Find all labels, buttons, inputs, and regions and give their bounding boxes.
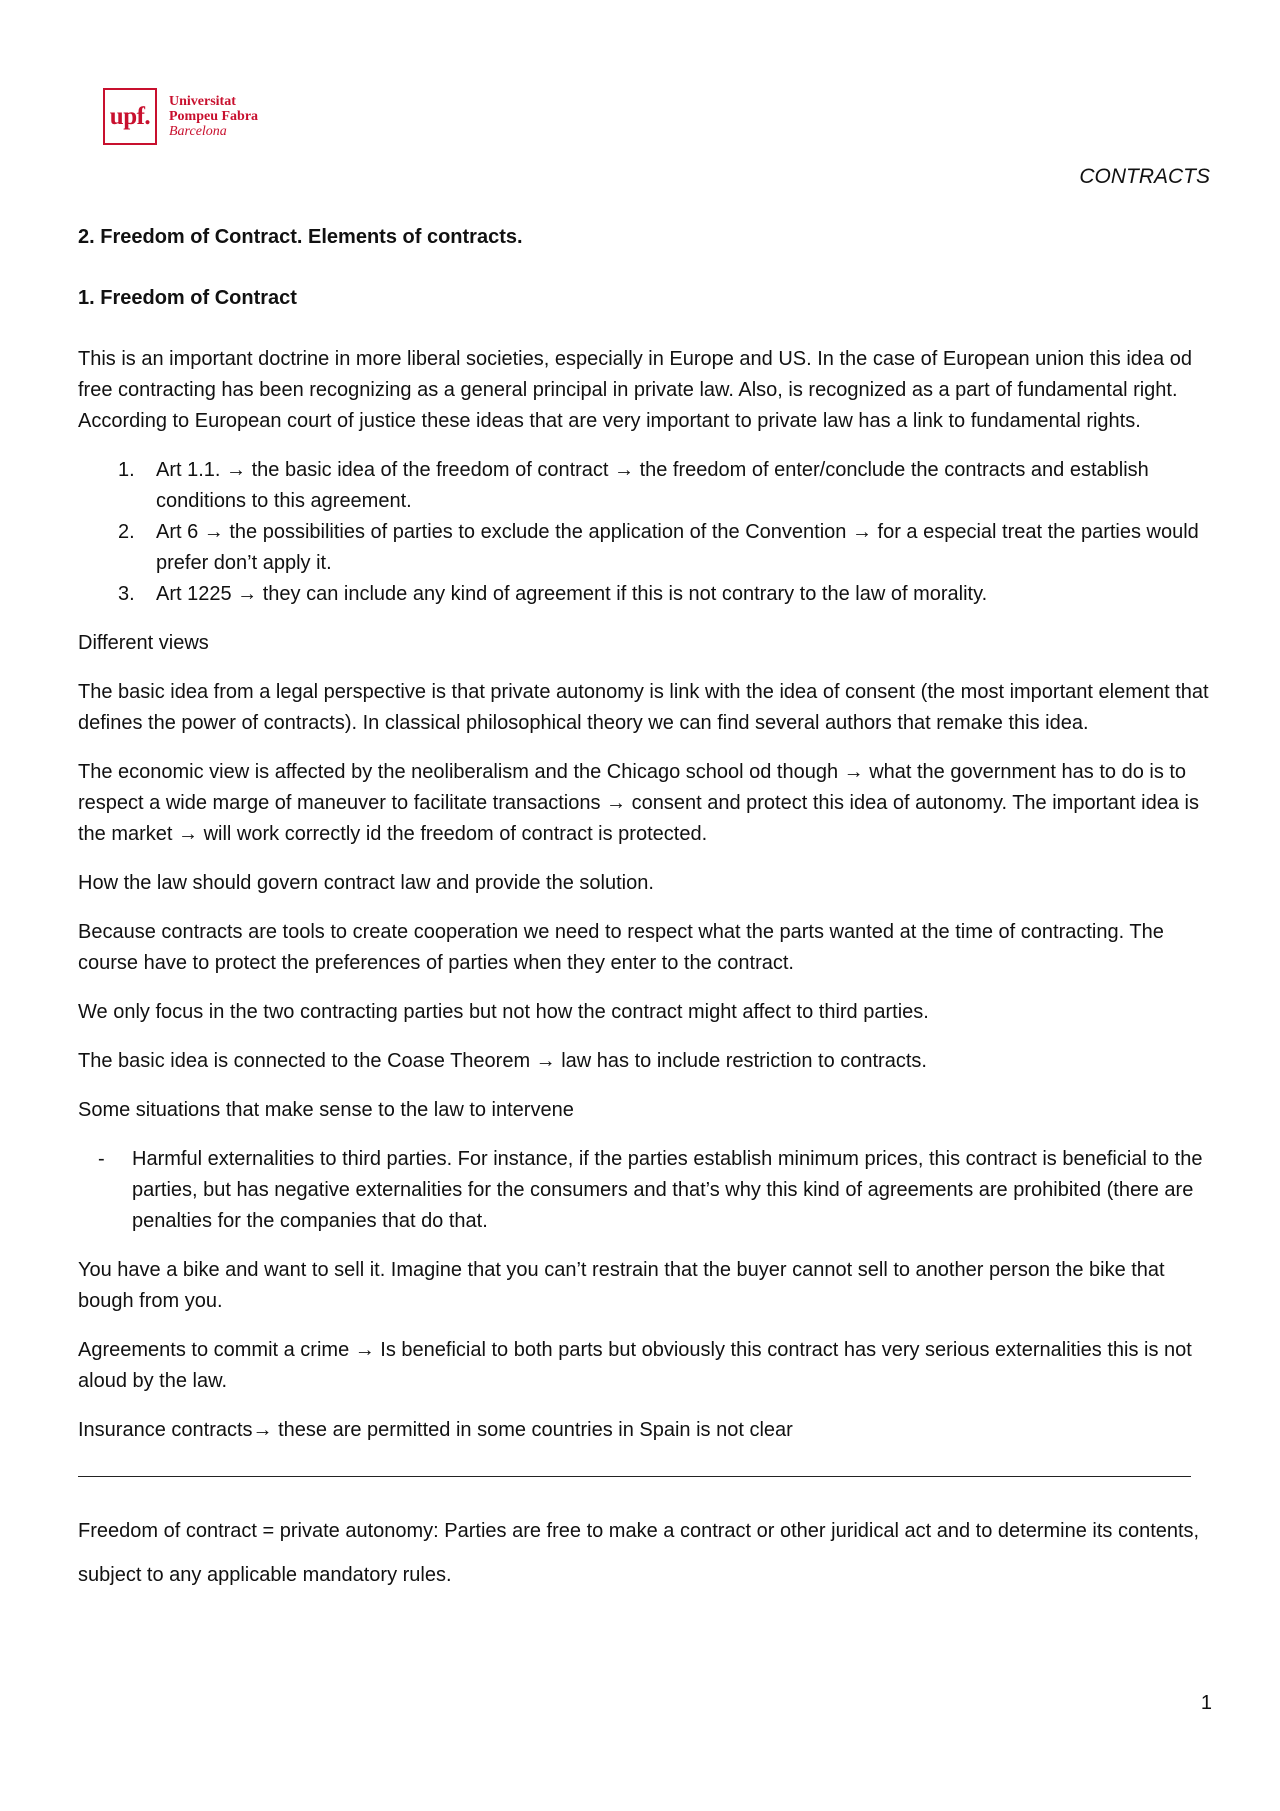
logo-mark-text: upf. <box>109 102 151 130</box>
page-number: 1 <box>1200 1692 1212 1714</box>
articles-list <box>78 455 1213 610</box>
university-logo <box>103 88 258 145</box>
list-item <box>78 517 1213 579</box>
document-title: 2. Freedom of Contract. Elements of contracts. <box>78 226 523 248</box>
list-item <box>78 1144 1213 1237</box>
paragraph: You have a bike and want to sell it. Imagine that you can’t restrain that the buyer cannot sell to another person the bike that bough from you. <box>78 1259 1165 1312</box>
paragraph: Agreements to commit a crime → Is beneficial to both parts but obviously this contract has very serious externalities this is not aloud by the law. <box>78 1339 1192 1392</box>
paragraph: The basic idea from a legal perspective is that private autonomy is link with the idea of consent (the most important element that defines the power of contracts). In classical philosophical theory we can find several authors that remake this idea. <box>78 681 1209 734</box>
paragraph: Insurance contracts→ these are permitted in some countries in Spain is not clear <box>78 1419 793 1441</box>
bullet-text: Harmful externalities to third parties. For instance, if the parties establish minimum prices, this contract is beneficial to the parties, but has negative externalities for the consumers and that’s why this kind of agreements are prohibited (there are penalties for the companies that do that. <box>132 1148 1203 1232</box>
bullet-mark: - <box>98 1148 105 1170</box>
intro-paragraph: This is an important doctrine in more liberal societies, especially in Europe and US. In the case of European union this idea od free contracting has been recognizing as a general principal in private law. Also, is recognized as a part of fundamental right. According to European court of justice these ideas that are very important to private law has a link to fundamental rights. <box>78 348 1192 432</box>
course-header: CONTRACTS <box>1079 165 1210 188</box>
list-text: Art 6 → the possibilities of parties to exclude the application of the Convention → for a especial treat the parties would prefer don’t apply it. <box>156 521 1199 574</box>
paragraph: How the law should govern contract law and provide the solution. <box>78 872 654 894</box>
list-number: 3. <box>118 583 135 605</box>
horizontal-divider <box>78 1476 1191 1477</box>
bullet-list <box>78 1144 1213 1237</box>
logo-line-1: Universitat <box>169 94 236 109</box>
paragraph: Some situations that make sense to the law to intervene <box>78 1099 574 1121</box>
list-item <box>78 579 1213 610</box>
different-views-label: Different views <box>78 632 209 654</box>
list-number: 2. <box>118 521 135 543</box>
paragraph: The economic view is affected by the neoliberalism and the Chicago school od though → what the government has to do is to respect a wide marge of maneuver to facilitate transactions → consent and protect this idea of autonomy. The important idea is the market → will work correctly id the freedom of contract is protected. <box>78 761 1199 845</box>
list-item <box>78 455 1213 517</box>
paragraph: Because contracts are tools to create cooperation we need to respect what the parts wanted at the time of contracting. The course have to protect the preferences of parties when they enter to the contract. <box>78 921 1164 974</box>
paragraph: We only focus in the two contracting parties but not how the contract might affect to third parties. <box>78 1001 929 1023</box>
list-text: Art 1.1. → the basic idea of the freedom of contract → the freedom of enter/conclude the contracts and establish conditions to this agreement. <box>156 459 1149 512</box>
upf-logo-mark <box>103 88 157 145</box>
paragraph: The basic idea is connected to the Coase Theorem → law has to include restriction to contracts. <box>78 1050 927 1072</box>
logo-wordmark <box>169 94 258 139</box>
logo-line-3: Barcelona <box>169 124 227 139</box>
list-number: 1. <box>118 459 135 481</box>
list-text: Art 1225 → they can include any kind of agreement if this is not contrary to the law of morality. <box>156 583 988 605</box>
section-heading: 1. Freedom of Contract <box>78 287 297 309</box>
logo-line-2: Pompeu Fabra <box>169 109 259 124</box>
document-body <box>78 222 1213 1597</box>
definition-paragraph: Freedom of contract = private autonomy: Parties are free to make a contract or other juridical act and to determine its contents, subject to any applicable mandatory rules. <box>78 1520 1200 1586</box>
